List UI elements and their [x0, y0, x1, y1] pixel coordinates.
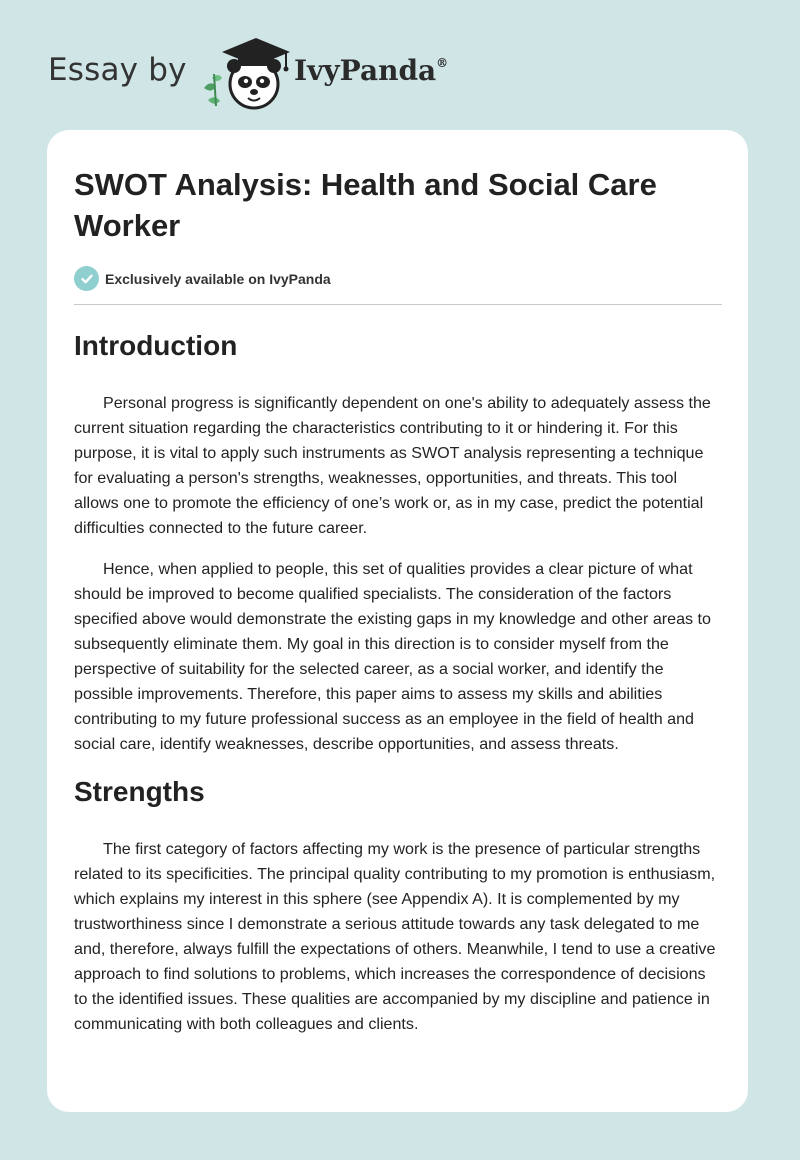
paragraph: Hence, when applied to people, this set of qualities provides a clear picture of what should be improved to become qualified specialists. The consideration of the factors specified above would demonstrate the existing gaps in my knowledge and other areas to subsequently eliminate them. My goal in this direction is to consider myself from the perspective of suitability for the selected career, as a social worker, and identify the possible improvements. Therefore, this paper aims to assess my skills and abilities contributing to my future professional success as an employee in the field of health and social care, identify weaknesses, describe opportunities, and assess threats.	[74, 560, 711, 753]
section-heading-strengths: Strengths	[74, 776, 205, 807]
section-heading-introduction: Introduction	[74, 330, 238, 361]
badge-label: Exclusively available on IvyPanda	[105, 270, 331, 287]
site-header	[48, 34, 568, 114]
essay-card	[47, 130, 748, 1112]
exclusive-badge	[74, 266, 722, 291]
essay-by-label: Essay by	[48, 52, 187, 88]
brand-name[interactable]: IvyPanda®	[294, 54, 449, 87]
paragraph: The first category of factors affecting my work is the presence of particular strengths related to its specificities. The principal quality contributing to my promotion is enthusiasm, which explains my interest in this sphere (see Appendix A). It is complemented by my trustworthiness since I demonstrate a serious attitude towards any task delegated to me and, therefore, always fulfill the expectations of others. Meanwhile, I tend to use a creative approach to find solutions to problems, which increases the correspondence of decisions to the identified issues. These qualities are accompanied by my discipline and patience in communicating with both colleagues and clients.	[74, 840, 716, 1033]
divider	[74, 304, 722, 305]
check-icon	[74, 266, 99, 291]
panda-graduate-logo-icon[interactable]	[200, 34, 292, 110]
paragraph: Personal progress is significantly dependent on one's ability to adequately assess the current situation regarding the characteristics contributing to it or hindering it. For this purpose, it is vital to apply such instruments as SWOT analysis representing a technique for evaluating a person's strengths, weaknesses, opportunities, and threats. This tool allows one to promote the efficiency of one’s work or, as in my case, predict the potential difficulties connected to the future career.	[74, 394, 711, 537]
page-title: SWOT Analysis: Health and Social Care Worker	[74, 167, 657, 243]
